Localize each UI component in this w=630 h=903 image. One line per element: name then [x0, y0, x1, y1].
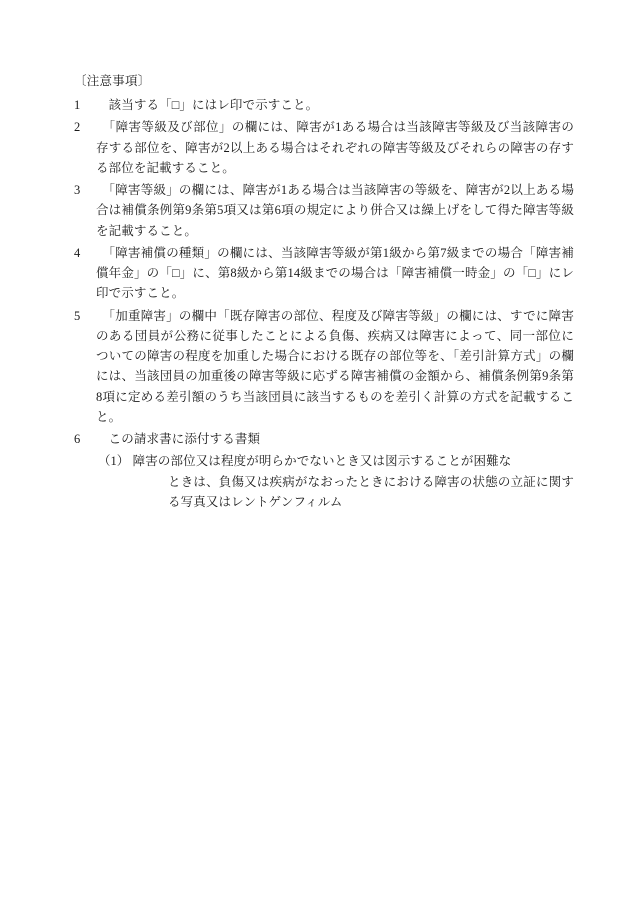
note-item-3 — [74, 180, 574, 241]
note-subitem-1-continued: ときは、負傷又は疾病がなおったときにおける障害の状態の立証に関する写真又はレントゲンフィルム — [168, 474, 574, 509]
note-item-4 — [74, 243, 574, 304]
note-item-6-text: この請求書に添付する書類 — [96, 432, 261, 447]
note-item-4-text: 「障害補償の種類」の欄には、当該障害等級が第1級から第7級までの場合「障害補償年金」の「□」に、第8級から第14級までの場合は「障害補償一時金」の「□」にレ印で示すこと。 — [96, 245, 574, 301]
note-subitem-1-text: 障害の部位又は程度が明らかでないとき又は図示することが困難な — [120, 454, 512, 469]
note-item-1 — [74, 95, 574, 115]
note-subitem-1 — [74, 451, 574, 512]
note-item-5-text: 「加重障害」の欄中「既存障害の部位、程度及び障害等級」の欄には、すでに障害のある団員が公務に従事したことによる負傷、疾病又は障害によって、同一部位についての障害の程度を加重した場合における既存の部位等を、「差引計算方式」の欄には、当該団員の加重後の障害等級に応ずる障害補償の金額から、補償条例第9条第8項に定める差引額のうち当該団員に該当するものを差引く計算の方式を記載すること。 — [96, 308, 574, 424]
notes-heading: 〔注意事項〕 — [74, 74, 151, 88]
note-item-5-number: 5 — [74, 308, 81, 323]
note-item-2 — [74, 117, 574, 178]
note-item-3-text: 「障害等級」の欄には、障害が1ある場合は当該障害の等級を、障害が2以上ある場合は補償条例第9条第5項又は第6項の規定により併合又は繰上げをして得た障害等級を記載すること。 — [96, 183, 574, 238]
note-item-4-number: 4 — [74, 245, 81, 260]
note-item-5 — [74, 306, 574, 428]
note-item-1-number: 1 — [74, 98, 81, 113]
note-item-6 — [74, 429, 574, 449]
notes-section — [74, 72, 574, 514]
note-item-6-number: 6 — [74, 432, 81, 447]
note-item-2-number: 2 — [74, 120, 81, 135]
note-item-1-text: 該当する「□」にはレ印で示すこと。 — [96, 98, 319, 113]
note-item-2-text: 「障害等級及び部位」の欄には、障害が1ある場合は当該障害等級及び当該障害の存する部位を、障害が2以上ある場合はそれぞれの障害等級及びそれらの障害の存する部位を記載すること。 — [96, 120, 574, 175]
note-subitem-1-number: （1） — [98, 454, 130, 469]
note-item-3-number: 3 — [74, 183, 81, 198]
